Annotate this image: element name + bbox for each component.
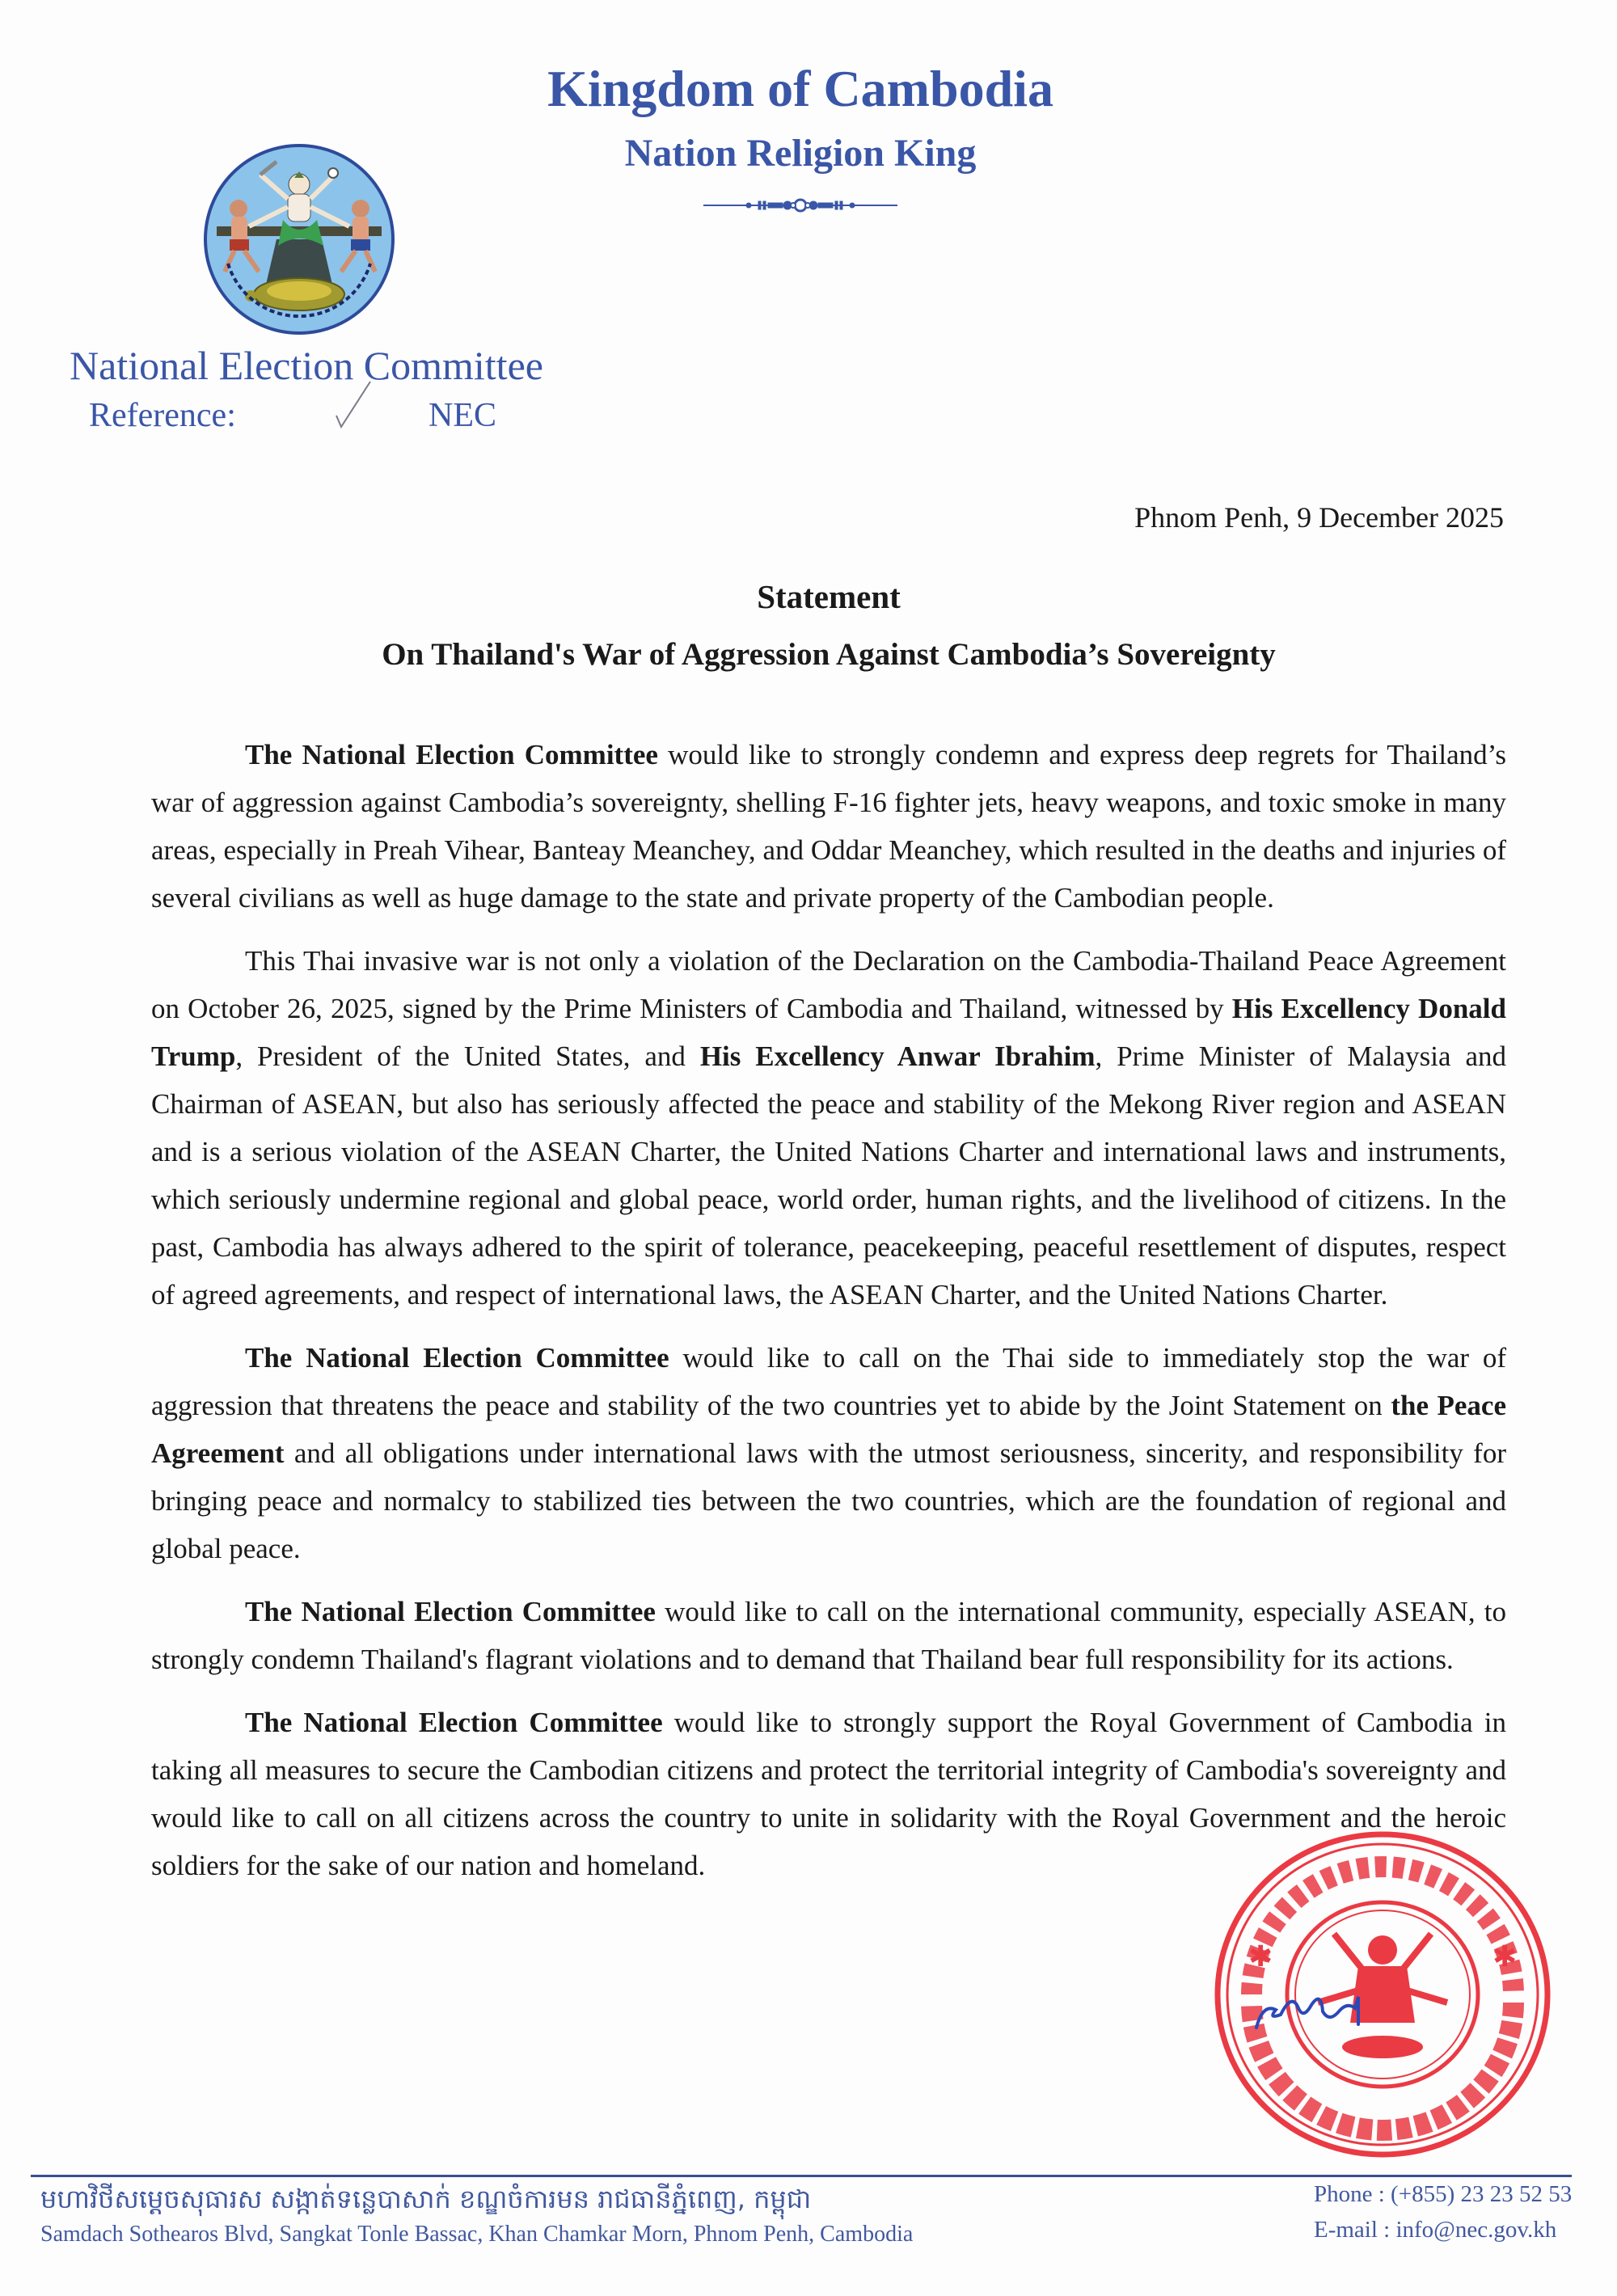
- footer-address-english: Samdach Sothearos Blvd, Sangkat Tonle Bassac, Khan Chamkar Morn, Phnom Penh, Cambodia: [40, 2222, 914, 2247]
- handwritten-signature-icon: [1252, 1987, 1373, 2032]
- date-line: Phnom Penh, 9 December 2025: [1134, 501, 1504, 534]
- statement-body: [151, 731, 1506, 1905]
- reference-value: NEC: [429, 397, 496, 434]
- emphasized-text: The National Election Committee: [245, 1707, 663, 1738]
- emphasized-text: The National Election Committee: [245, 1596, 656, 1627]
- svg-text:✱: ✱: [1248, 1940, 1273, 1973]
- document-subtitle: On Thailand's War of Aggression Against Cambodia’s Sovereignty: [382, 637, 1276, 672]
- footer-phone: Phone : (+855) 23 23 52 53: [1314, 2181, 1573, 2207]
- country-title: Kingdom of Cambodia: [547, 60, 1053, 117]
- organization-name: National Election Committee: [70, 343, 543, 388]
- emphasized-text: His Excellency Donald Trump: [151, 993, 1506, 1072]
- footer-address-khmer: មហាវិថីសម្តេចសុធារស សង្កាត់ទន្លេបាសាក់ ខណ្ឌចំការមន រាជធានីភ្នំពេញ, កម្ពុជា: [40, 2184, 812, 2214]
- emphasized-text: The National Election Committee: [245, 1342, 669, 1374]
- emphasized-text: His Excellency Anwar Ibrahim: [699, 1040, 1096, 1072]
- decorative-divider-icon: [702, 192, 899, 218]
- paragraph-text: would like to strongly condemn and express deep regrets for Thailand’s war of aggression against Cambodia’s sovereignty, shelling F-16 fighter jets, heavy weapons, and toxic smoke in many areas, especially in Preah Vihear, Banteay Meanchey, and Oddar Meanchey, which resulted in the deaths and injuries of several civilians as well as huge damage to the state and private property of the Cambodian people.: [151, 739, 1506, 914]
- paragraph-text: , President of the United States, and: [235, 1040, 700, 1072]
- paragraph-text: and all obligations under international laws with the utmost seriousness, sincerity, and responsibility for bringing peace and normalcy to stabilized ties between the two countries, which are the foundation of regional and global peace.: [151, 1437, 1506, 1564]
- paragraph: [151, 1588, 1506, 1683]
- paragraph-text: would like to call on the Thai side to immediately stop the war of aggression that threatens the peace and stability of the two countries yet to abide by the Joint Statement on: [151, 1342, 1506, 1421]
- paragraph: [151, 937, 1506, 1319]
- national-motto: Nation Religion King: [624, 132, 977, 175]
- emphasized-text: the Peace Agreement: [151, 1390, 1506, 1469]
- reference-label: Reference:: [89, 397, 236, 434]
- svg-text:✱: ✱: [1492, 1940, 1518, 1973]
- paragraph-text: , Prime Minister of Malaysia and Chairman of ASEAN, but also has seriously affected the peace and stability of the Mekong River region and ASEAN and is a serious violation of the ASEAN Charter, the United Nations Charter and international laws and instruments, which seriously undermine regional and global peace, world order, human rights, and the livelihood of citizens. In the past, Cambodia has always adhered to the spirit of tolerance, peacekeeping, peaceful resettlement of disputes, respect of agreed agreements, and respect of international laws, the ASEAN Charter, and the United Nations Charter.: [151, 1040, 1506, 1310]
- footer-email: E-mail : info@nec.gov.kh: [1314, 2217, 1557, 2243]
- emphasized-text: The National Election Committee: [245, 739, 658, 770]
- checkmark-icon: [333, 380, 374, 430]
- document-title: Statement: [757, 578, 901, 615]
- paragraph-text: would like to call on the international community, especially ASEAN, to strongly condemn Thailand's flagrant violations and to demand that Thailand bear full responsibility for its actions.: [151, 1596, 1506, 1675]
- paragraph: [151, 1334, 1506, 1572]
- paragraph: [151, 731, 1506, 922]
- footer-divider: [31, 2175, 1572, 2177]
- nec-emblem-icon: [202, 142, 396, 336]
- paragraph-text: This Thai invasive war is not only a violation of the Declaration on the Cambodia-Thailand Peace Agreement on October 26, 2025, signed by the Prime Ministers of Cambodia and Thailand, witnessed by: [151, 945, 1506, 1024]
- paragraph-text: would like to strongly support the Royal Government of Cambodia in taking all measures to secure the Cambodian citizens and protect the territorial integrity of Cambodia's sovereignty and would like to call on all citizens across the country to unite in solidarity with the Royal Government and the heroic soldiers for the sake of our nation and homeland.: [151, 1707, 1506, 1881]
